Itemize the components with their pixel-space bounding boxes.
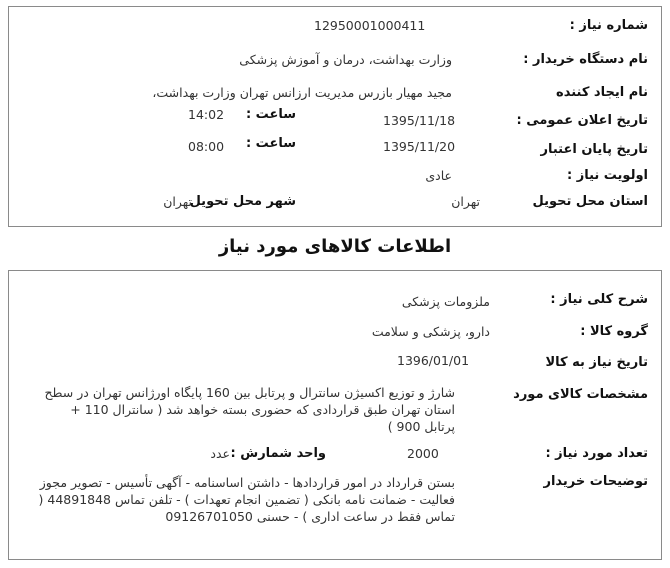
creator-label: نام ایجاد کننده: [556, 85, 648, 100]
buyer-notes-text: [15, 474, 455, 525]
unit-label: واحد شمارش :: [230, 446, 326, 461]
announce-date-label: تاریخ اعلان عمومی :: [516, 113, 648, 128]
city-value: تهران: [163, 194, 192, 209]
quantity-value: 2000: [407, 446, 439, 461]
goods-section-title: اطلاعات کالاهای مورد نیاز: [218, 236, 452, 257]
announce-time-label: ساعت :: [245, 107, 296, 122]
province-label: استان محل تحویل: [532, 194, 648, 209]
specs-label: مشخصات کالای مورد: [513, 387, 648, 402]
buyer-label: نام دستگاه خریدار :: [523, 52, 648, 67]
specs-line-1: شارژ و توزیع اکسیژن سانترال و پرتابل بین 160 پایگاه اورژانس تهران در سطح: [44, 385, 455, 400]
priority-value: عادی: [425, 168, 452, 183]
need-number-value: 12950001000411: [314, 18, 426, 33]
city-label: شهر محل تحویل: [189, 194, 296, 209]
need-number-label: شماره نیاز :: [569, 18, 648, 33]
buyer-notes-line-2: فعالیت - ضمانت نامه بانکی ( تضمین انجام تعهدات ) - تلفن تماس 44891848 (: [38, 492, 455, 507]
deadline-date-value: 1395/11/20: [383, 139, 456, 154]
deadline-date-label: تاریخ پایان اعتبار: [540, 142, 648, 157]
creator-value: مجید مهیار بازرس مدیریت ارزانس تهران وزارت بهداشت،: [152, 85, 452, 100]
general-desc-value: ملزومات پزشکی: [401, 294, 490, 309]
unit-value: عدد: [210, 446, 230, 461]
announce-time-value: 14:02: [188, 107, 225, 122]
deadline-time-label: ساعت :: [245, 136, 296, 151]
announce-date-value: 1395/11/18: [383, 113, 456, 128]
quantity-label: تعداد مورد نیاز :: [545, 446, 648, 461]
goods-group-label: گروه کالا :: [580, 324, 648, 339]
buyer-notes-line-3: تماس فقط در ساعت اداری ) - حسنی 09126701050: [165, 509, 455, 524]
specs-text: [15, 384, 455, 435]
need-date-label: تاریخ نیاز به کالا: [545, 355, 648, 370]
priority-label: اولویت نیاز :: [566, 168, 648, 183]
specs-line-3: پرتابل 900 ): [387, 419, 455, 434]
general-desc-label: شرح کلی نیاز :: [550, 292, 648, 307]
province-value: تهران: [451, 194, 480, 209]
buyer-notes-label: توضیحات خریدار: [543, 474, 648, 489]
specs-line-2: استان تهران طبق قراردادی که حضوری بسته خواهد شد ( سانترال 110 +: [70, 402, 455, 417]
need-date-value: 1396/01/01: [397, 353, 470, 368]
goods-group-value: دارو، پزشکی و سلامت: [371, 324, 490, 339]
buyer-value: وزارت بهداشت، درمان و آموزش پزشکی: [239, 52, 452, 67]
deadline-time-value: 08:00: [188, 139, 225, 154]
buyer-notes-line-1: بستن قرارداد در امور قراردادها - داشتن اساسنامه - آگهی تأسیس - تصویر مجوز: [39, 475, 455, 490]
